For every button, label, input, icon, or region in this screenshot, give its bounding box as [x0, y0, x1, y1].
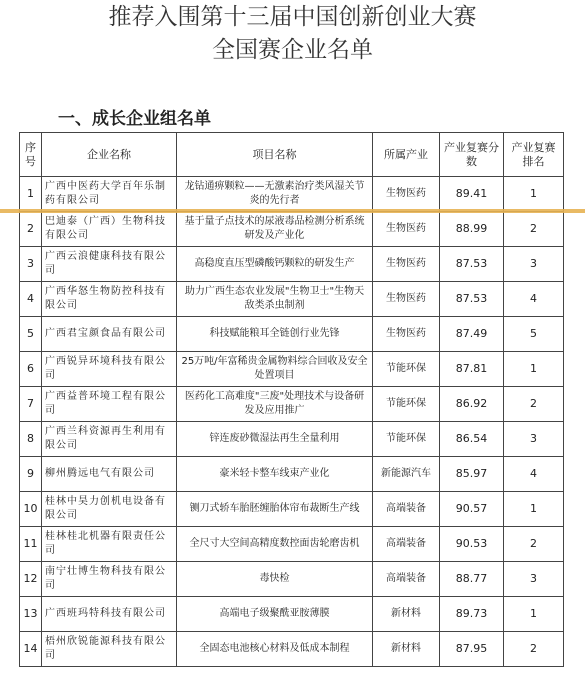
cell-score: 87.95 — [440, 632, 504, 667]
cell-rank: 2 — [504, 632, 564, 667]
cell-project: 高稳度直压型磷酸钙颗粒的研发生产 — [177, 247, 373, 282]
header-seq: 序号 — [20, 133, 42, 177]
cell-seq: 5 — [20, 317, 42, 352]
table-row — [20, 422, 564, 457]
table-row — [20, 457, 564, 492]
cell-project: 25万吨/年富稀贵金属物料综合回收及安全处置项目 — [177, 352, 373, 387]
cell-industry: 生物医药 — [373, 317, 440, 352]
cell-seq: 3 — [20, 247, 42, 282]
header-rank: 产业复赛排名 — [504, 133, 564, 177]
cell-rank: 1 — [504, 492, 564, 527]
cell-industry: 节能环保 — [373, 387, 440, 422]
cell-rank: 2 — [504, 212, 564, 247]
cell-seq: 14 — [20, 632, 42, 667]
cell-seq: 2 — [20, 212, 42, 247]
cell-score: 89.41 — [440, 177, 504, 212]
header-score: 产业复赛分数 — [440, 133, 504, 177]
highlight-bar — [0, 209, 585, 213]
cell-industry: 新材料 — [373, 632, 440, 667]
cell-rank: 1 — [504, 597, 564, 632]
cell-industry: 高端装备 — [373, 562, 440, 597]
cell-company: 广西中医药大学百年乐制药有限公司 — [42, 177, 177, 212]
cell-company: 广西华怒生物防控科技有限公司 — [42, 282, 177, 317]
table-row — [20, 352, 564, 387]
cell-project: 龙钻通痹颗粒——无激素治疗类风湿关节炎的先行者 — [177, 177, 373, 212]
cell-score: 87.49 — [440, 317, 504, 352]
cell-seq: 11 — [20, 527, 42, 562]
cell-score: 87.53 — [440, 282, 504, 317]
cell-project: 助力广西生态农业发展"生物卫士"生物天敌类杀虫制剂 — [177, 282, 373, 317]
cell-company: 广西兰科资源再生利用有限公司 — [42, 422, 177, 457]
cell-seq: 8 — [20, 422, 42, 457]
table-row — [20, 562, 564, 597]
section-heading: 一、成长企业组名单 — [58, 109, 211, 129]
table-row — [20, 282, 564, 317]
table-row — [20, 597, 564, 632]
cell-project: 铡刀式轿车胎胚缠胎体帘布裁断生产线 — [177, 492, 373, 527]
cell-industry: 生物医药 — [373, 212, 440, 247]
cell-rank: 1 — [504, 177, 564, 212]
cell-company: 广西君宝颜食品有限公司 — [42, 317, 177, 352]
cell-seq: 9 — [20, 457, 42, 492]
cell-score: 90.57 — [440, 492, 504, 527]
cell-rank: 5 — [504, 317, 564, 352]
table-row — [20, 247, 564, 282]
table-row — [20, 387, 564, 422]
cell-rank: 3 — [504, 562, 564, 597]
cell-industry: 高端装备 — [373, 527, 440, 562]
title-line-2: 全国赛企业名单 — [212, 37, 373, 63]
cell-industry: 新能源汽车 — [373, 457, 440, 492]
table-row — [20, 632, 564, 667]
cell-company: 桂林桂北机器有限责任公司 — [42, 527, 177, 562]
cell-company: 桂林中昊力创机电设备有限公司 — [42, 492, 177, 527]
cell-company: 广西云浪健康科技有限公司 — [42, 247, 177, 282]
cell-industry: 生物医药 — [373, 282, 440, 317]
cell-project: 锌连废砂微湿法再生全量利用 — [177, 422, 373, 457]
cell-seq: 13 — [20, 597, 42, 632]
title-line-1: 推荐入围第十三届中国创新创业大赛 — [108, 4, 477, 30]
cell-score: 86.92 — [440, 387, 504, 422]
cell-company: 广西锐异环境科技有限公司 — [42, 352, 177, 387]
cell-score: 87.81 — [440, 352, 504, 387]
header-company: 企业名称 — [42, 133, 177, 177]
cell-project: 高端电子级聚酰亚胺薄膜 — [177, 597, 373, 632]
cell-project: 科技赋能粮耳全链创行业先锋 — [177, 317, 373, 352]
cell-score: 87.53 — [440, 247, 504, 282]
cell-company: 巴迪泰（广西）生物科技有限公司 — [42, 212, 177, 247]
cell-company: 梧州欣锐能源科技有限公司 — [42, 632, 177, 667]
cell-score: 88.77 — [440, 562, 504, 597]
cell-score: 90.53 — [440, 527, 504, 562]
cell-seq: 4 — [20, 282, 42, 317]
table-row — [20, 212, 564, 247]
cell-project: 全固态电池核心材料及低成本制程 — [177, 632, 373, 667]
cell-score: 89.73 — [440, 597, 504, 632]
cell-company: 广西益普环境工程有限公司 — [42, 387, 177, 422]
cell-company: 柳州腾远电气有限公司 — [42, 457, 177, 492]
cell-score: 85.97 — [440, 457, 504, 492]
cell-seq: 7 — [20, 387, 42, 422]
cell-rank: 2 — [504, 387, 564, 422]
cell-rank: 3 — [504, 247, 564, 282]
cell-seq: 12 — [20, 562, 42, 597]
cell-seq: 6 — [20, 352, 42, 387]
cell-company: 南宁壮博生物科技有限公司 — [42, 562, 177, 597]
cell-project: 全尺寸大空间高精度数控面齿轮磨齿机 — [177, 527, 373, 562]
cell-score: 88.99 — [440, 212, 504, 247]
header-project: 项目名称 — [177, 133, 373, 177]
cell-rank: 1 — [504, 352, 564, 387]
cell-rank: 4 — [504, 282, 564, 317]
table-row — [20, 317, 564, 352]
cell-rank: 4 — [504, 457, 564, 492]
cell-seq: 1 — [20, 177, 42, 212]
cell-industry: 节能环保 — [373, 422, 440, 457]
cell-industry: 新材料 — [373, 597, 440, 632]
table-row — [20, 177, 564, 212]
cell-seq: 10 — [20, 492, 42, 527]
cell-industry: 高端装备 — [373, 492, 440, 527]
cell-score: 86.54 — [440, 422, 504, 457]
table-row — [20, 492, 564, 527]
cell-project: 基于量子点技术的尿液毒品检测分析系统研发及产业化 — [177, 212, 373, 247]
cell-rank: 3 — [504, 422, 564, 457]
header-industry: 所属产业 — [373, 133, 440, 177]
cell-rank: 2 — [504, 527, 564, 562]
cell-project: 豪米轻卡整车线束产业化 — [177, 457, 373, 492]
cell-company: 广西班玛特科技有限公司 — [42, 597, 177, 632]
cell-industry: 生物医药 — [373, 247, 440, 282]
table-row — [20, 527, 564, 562]
cell-project: 医药化工高难度"三废"处理技术与设备研发及应用推广 — [177, 387, 373, 422]
cell-industry: 节能环保 — [373, 352, 440, 387]
table-header-row — [20, 133, 564, 177]
cell-industry: 生物医药 — [373, 177, 440, 212]
cell-project: 毒快检 — [177, 562, 373, 597]
